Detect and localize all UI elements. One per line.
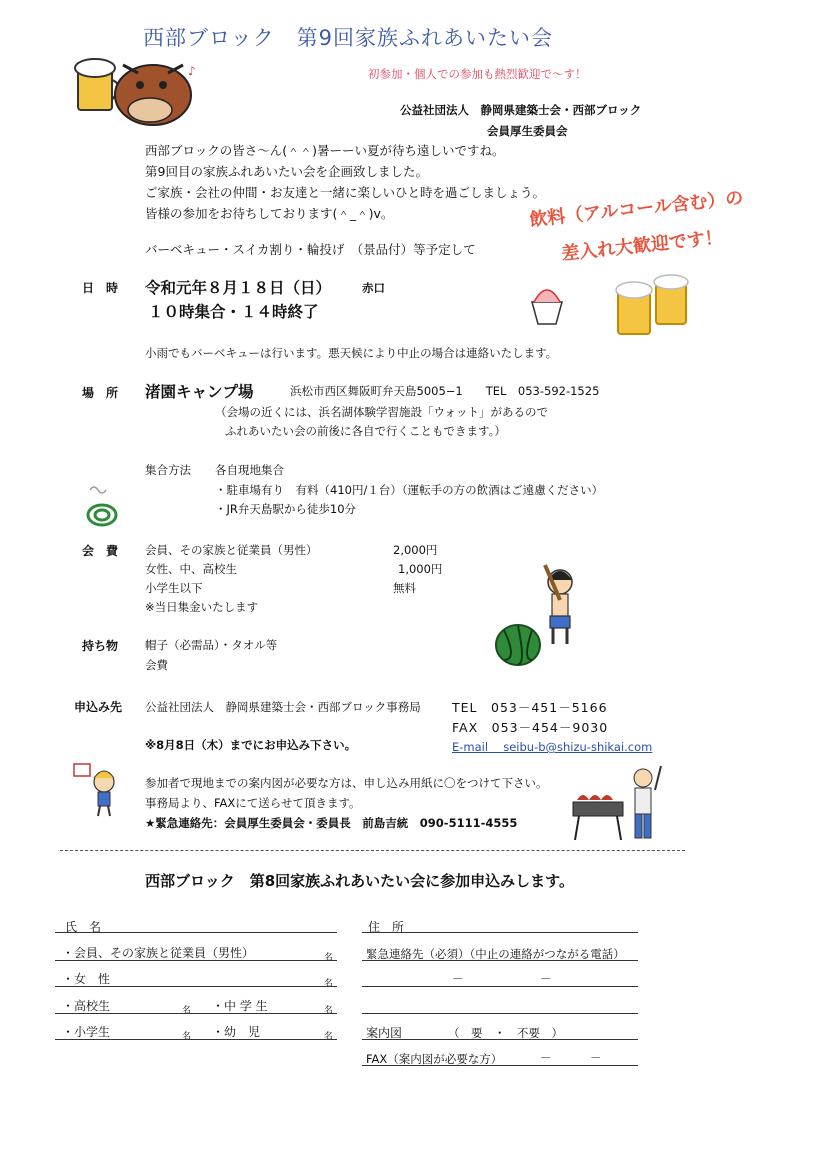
form-female-label: ・女 性 xyxy=(62,972,111,986)
cut-line-divider xyxy=(60,850,685,851)
place-note-2: ふれあいたい会の前後に各自で行くこともできます。） xyxy=(225,424,506,438)
drinks-banner-line-1: 飲料（アルコール含む）の xyxy=(528,187,745,231)
form-elem-label: ・小学生 xyxy=(62,1025,111,1039)
gathering-method-label: 集合方法 xyxy=(145,463,191,477)
unit-label: 名 xyxy=(182,1006,192,1016)
form-emergency-label: 緊急連絡先（必須）（中止の連絡がつながる電話） xyxy=(366,947,625,961)
blank-line[interactable] xyxy=(362,1013,638,1014)
intro-line-1: 西部ブロックの皆さ～ん(＾＾)暑ーーい夏が待ち遠しいですね。 xyxy=(145,143,505,158)
form-middle-label: ・中 学 生 xyxy=(212,999,268,1013)
welcome-message: 初参加・個人での参加も熱烈歓迎で～す！ xyxy=(368,67,587,81)
rokuyo: 赤口 xyxy=(362,281,385,295)
map-underline xyxy=(362,1039,638,1040)
intro-line-4: 皆様の参加をお待ちしております(＾_＾)v。 xyxy=(145,206,394,221)
bring-item-1: 帽子（必需品）・タオル等 xyxy=(145,638,278,652)
fee-row-amount-1: 2,000円 xyxy=(393,543,438,557)
fee-note: ※当日集金いたします xyxy=(145,600,259,614)
station-info: ・JR弁天島駅から徒歩10分 xyxy=(215,502,357,516)
mosquito-coil-icon xyxy=(82,480,132,530)
fee-row-amount-2: 1,000円 xyxy=(398,562,443,576)
intro-line-3: ご家族・会社の仲間・お友達と一緒に楽しいひと時を過ごしましょう。 xyxy=(145,185,546,200)
fee-row-who-3: 小学生以下 xyxy=(145,581,203,595)
form-address-label: 住 所 xyxy=(368,920,405,934)
notice-line-1: 参加者で現地までの案内図が必要な方は、申し込み用紙に〇をつけて下さい。 xyxy=(145,776,548,790)
form-name-label: 氏 名 xyxy=(65,920,102,934)
event-date: 令和元年８月１８日（日） xyxy=(145,279,332,297)
member-count-line[interactable] xyxy=(55,960,337,961)
child-count-line[interactable] xyxy=(55,1039,337,1040)
parking-info: ・駐車場有り 有料（410円/１台）（運転手の方の飲酒はご遠慮ください） xyxy=(215,483,604,497)
apply-deadline: ※8月8日（木）までにお申込み下さい。 xyxy=(145,738,357,752)
unit-label: 名 xyxy=(324,953,334,963)
notice-line-2: 事務局より、FAXにて送らせて頂きます。 xyxy=(145,796,361,810)
apply-org: 公益社団法人 静岡県建築士会・西部ブロック事務局 xyxy=(145,700,421,714)
place-name: 渚園キャンプ場 xyxy=(145,383,254,401)
intro-line-5: バーベキュー・スイカ割り・輪投げ （景品付）等予定して xyxy=(145,242,476,257)
form-map-label: 案内図 xyxy=(366,1026,403,1040)
form-title: 西部ブロック 第8回家族ふれあいたい会に参加申込みします。 xyxy=(145,872,574,890)
gathering-method: 各自現地集合 xyxy=(215,463,284,477)
emergency-underline xyxy=(362,960,638,961)
fax-dash-2: － xyxy=(590,1051,602,1065)
bring-label: 持ち物 xyxy=(82,639,119,653)
fax-dash-1: － xyxy=(540,1051,552,1065)
dog-beer-illustration xyxy=(68,40,208,130)
unit-label: 名 xyxy=(324,979,334,989)
apply-email-link[interactable]: E-mail seibu-b@shizu-shikai.com xyxy=(452,740,653,754)
apply-tel: TEL 053－451－5166 xyxy=(452,700,608,715)
unit-label: 名 xyxy=(182,1032,192,1042)
phone-dash-1: － xyxy=(452,972,464,986)
apply-label: 申込み先 xyxy=(74,700,123,714)
bring-item-2: 会費 xyxy=(145,658,168,672)
svg-text:♪: ♪ xyxy=(188,64,196,78)
fee-label: 会 費 xyxy=(82,544,119,558)
fee-row-who-1: 会員、その家族と従業員（男性） xyxy=(145,543,318,557)
intro-line-2: 第9回目の家族ふれあいたい会を企画致しました。 xyxy=(145,164,428,179)
drinks-banner-line-2: 差入れ大歓迎です！ xyxy=(560,227,724,265)
student-count-line[interactable] xyxy=(55,1013,337,1014)
form-fax-label: FAX（案内図が必要な方） xyxy=(366,1052,503,1066)
phone-dash-2: － xyxy=(540,972,552,986)
place-label: 場 所 xyxy=(82,386,119,400)
event-time: １０時集合・１４時終了 xyxy=(148,303,319,321)
place-address: 浜松市西区舞阪町弁天島5005−1 TEL 053-592-1525 xyxy=(290,384,600,398)
form-member-label: ・会員、その家族と従業員（男性） xyxy=(62,946,255,960)
fax-underline[interactable] xyxy=(362,1065,638,1066)
datetime-label: 日 時 xyxy=(82,281,119,295)
name-underline[interactable] xyxy=(55,932,337,933)
place-note-1: （会場の近くには、浜名湖体験学習施設「ウォット」があるので xyxy=(215,405,549,419)
weather-note: 小雨でもバーベキューは行います。悪天候により中止の場合は連絡いたします。 xyxy=(145,346,558,360)
address-underline[interactable] xyxy=(362,932,638,933)
unit-label: 名 xyxy=(324,1006,334,1016)
organizer-name: 公益社団法人 静岡県建築士会・西部ブロック xyxy=(400,103,642,117)
form-high-label: ・高校生 xyxy=(62,999,111,1013)
page-title: 西部ブロック 第9回家族ふれあいたい会 xyxy=(143,26,553,50)
map-options[interactable]: （ 要 ・ 不要 ） xyxy=(448,1026,563,1040)
bbq-man-illustration xyxy=(565,760,675,845)
emergency-phone-line[interactable] xyxy=(362,986,638,987)
fee-row-amount-3: 無料 xyxy=(393,581,416,595)
form-infant-label: ・幼 児 xyxy=(212,1025,261,1039)
emergency-contact: ★緊急連絡先：会員厚生委員会・委員長 前島吉統 090-5111-4555 xyxy=(145,816,518,830)
kid-with-flag-illustration xyxy=(70,760,130,820)
organizer-committee: 会員厚生委員会 xyxy=(487,124,568,138)
watermelon-boy-illustration xyxy=(490,560,590,670)
apply-fax: FAX 053－454－9030 xyxy=(452,720,609,735)
female-count-line[interactable] xyxy=(55,986,337,987)
unit-label: 名 xyxy=(324,1032,334,1042)
fee-row-who-2: 女性、中、高校生 xyxy=(145,562,237,576)
shaved-ice-beer-illustration xyxy=(520,272,700,344)
